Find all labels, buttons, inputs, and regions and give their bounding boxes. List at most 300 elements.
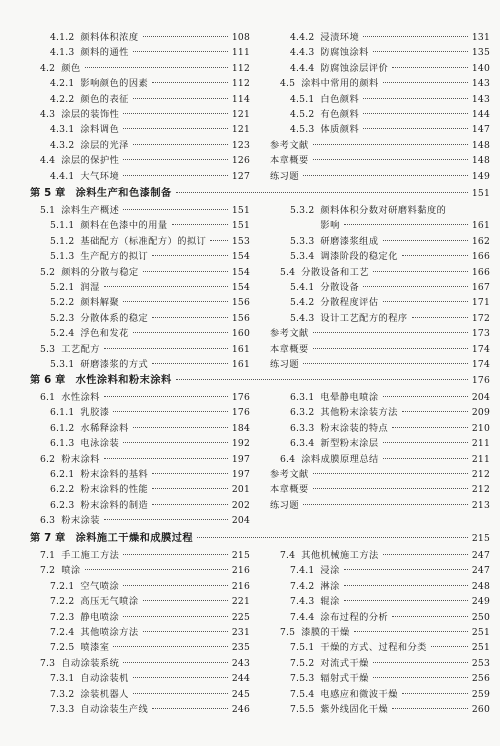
section-number: 6.3.2 [290,407,315,419]
dot-leader [402,411,468,412]
section-number: 6.2.2 [50,484,75,496]
section-title: 其他机械施工方法 [301,550,379,561]
toc-entry[interactable] [270,594,490,609]
toc-column-right [260,30,490,184]
page-number: 216 [231,565,250,577]
section-number: 4.4 [40,155,56,167]
section-title: 分散体系的稳定 [80,312,149,324]
toc-entry[interactable] [30,45,250,60]
section-number: 4.1.3 [50,47,75,59]
page-number: 151 [231,205,250,216]
page-number: 154 [231,281,250,293]
section-number: 5.3 [40,343,56,355]
section-number: 4.2.1 [50,78,75,90]
dot-leader [104,396,228,397]
page-number: 162 [471,235,490,247]
toc-entry[interactable] [270,30,490,45]
page-number: 127 [231,170,250,182]
toc-entry[interactable] [270,357,490,372]
toc-entry[interactable] [30,169,250,184]
chapter-page: 215 [471,533,490,544]
section-number: 4.3.1 [50,124,75,136]
toc-entry[interactable] [30,656,250,671]
section-title: 辊涂 [320,596,340,608]
page-number: 248 [471,580,490,592]
dot-leader [392,67,468,68]
toc-entry[interactable] [30,61,250,76]
dot-leader [313,332,468,333]
toc-entry[interactable] [30,122,250,137]
chapter-heading[interactable] [30,530,490,548]
section-number: 7.4.1 [290,565,315,577]
toc-entry[interactable] [270,548,490,563]
section-title: 浸渍环境 [320,32,360,43]
section-title: 体质颜料 [320,124,360,136]
toc-entry[interactable] [270,61,490,76]
section-number: 4.3.2 [50,139,75,151]
toc-entry[interactable] [270,390,490,405]
toc-entry[interactable] [270,452,490,467]
toc-entry[interactable] [270,280,490,295]
section-number: 6.3 [40,515,56,527]
toc-entry[interactable] [270,671,490,686]
toc-entry[interactable] [30,579,250,594]
dot-leader [123,159,228,160]
section-number: 4.5.1 [290,93,315,105]
page-number: 161 [231,358,250,370]
toc-entry[interactable] [270,326,490,341]
dot-leader [383,442,468,443]
toc-column-left [30,30,260,184]
section-title: 参考文献 [270,468,309,480]
section-title: 水稀释涂料 [80,422,129,434]
section-title: 涂层的保护性 [61,155,120,167]
toc-entry[interactable] [270,249,490,264]
dot-leader [176,192,468,193]
page-number: 243 [231,657,250,669]
section-title: 涂料中常用的颜料 [301,78,379,90]
dot-leader [412,317,468,318]
chapter-heading[interactable] [30,185,490,203]
section-title: 颜料的通性 [80,47,129,59]
section-number: 4.5.2 [290,108,315,120]
toc-entry[interactable] [30,640,250,655]
dot-leader [133,677,228,678]
toc-entry[interactable] [30,357,250,372]
section-title: 影响 [320,220,340,232]
dot-leader [373,677,468,678]
toc-entry[interactable] [270,153,490,168]
page-number: 126 [231,155,250,167]
toc-entry[interactable] [30,203,250,218]
section-number: 5.1.2 [50,235,75,247]
section-number: 7.3.1 [50,673,75,685]
section-number: 7.3.3 [50,703,75,715]
section-title: 防腐蚀涂料 [320,47,369,59]
dot-leader [104,286,228,287]
toc-entry[interactable] [30,594,250,609]
toc-entry[interactable] [30,610,250,625]
dot-leader [152,708,228,709]
toc-entry[interactable] [30,405,250,420]
page-number: 166 [471,266,490,278]
section-number: 5.2.3 [50,312,75,324]
page-number: 171 [471,297,490,309]
section-number: 4.4.4 [290,62,315,74]
toc-entry[interactable] [270,640,490,655]
toc-entry[interactable] [30,452,250,467]
dot-leader [152,473,228,474]
dot-leader [123,662,228,663]
dot-leader [133,98,228,99]
section-number: 6.3.3 [290,422,315,434]
dot-leader [152,317,228,318]
section-title: 涂料生产概述 [61,205,120,216]
dot-leader [383,458,468,459]
section-title: 研磨漆浆的方式 [80,358,149,370]
section-number: 5.4.2 [290,297,315,309]
section-title: 分散程度评估 [320,297,379,309]
page-number: 176 [231,392,250,403]
dot-leader [313,473,468,474]
toc-entry[interactable] [270,656,490,671]
page-number: 244 [231,673,250,685]
page-number: 153 [231,235,250,247]
toc-entry[interactable] [30,76,250,91]
dot-leader [383,554,468,555]
dot-leader [344,585,468,586]
section-title: 涂层的光泽 [80,139,129,151]
section-number: 4.5.3 [290,124,315,136]
dot-leader [123,442,228,443]
section-title: 颜色的表征 [80,93,129,105]
section-number: 7.4.4 [290,611,315,623]
toc-entry[interactable] [30,482,250,497]
toc-column-left [30,203,260,372]
section-title: 颜料体积浓度 [80,32,139,43]
section-number: 6.1.3 [50,438,75,450]
section-title: 自动涂装生产线 [80,703,149,715]
page-number: 172 [471,312,490,324]
toc-entry[interactable] [270,311,490,326]
page-number: 245 [231,688,250,700]
toc-entry[interactable] [270,122,490,137]
dot-leader [123,209,228,210]
section-number: 5.3.2 [290,205,315,216]
toc-entry[interactable] [270,436,490,451]
page-number: 204 [231,515,250,527]
dot-leader [123,175,228,176]
dot-leader [123,585,228,586]
toc-entry[interactable] [270,138,490,153]
toc-entry[interactable] [30,138,250,153]
page-number: 259 [471,688,490,700]
section-title: 颜料体积分数对研磨料黏度的 [320,205,447,216]
toc-entry[interactable] [30,498,250,513]
toc-entry[interactable] [270,234,490,249]
toc-column-right [260,548,490,717]
toc-entry[interactable] [270,76,490,91]
section-title: 颜色 [61,62,81,74]
page-number: 121 [231,108,250,120]
page-number: 143 [471,78,490,90]
section-title: 有色颜料 [320,108,360,120]
toc-entry[interactable] [270,107,490,122]
toc-column-left [30,548,260,717]
section-number: 6.2.3 [50,499,75,511]
toc-entry[interactable] [30,92,250,107]
dot-leader [85,67,228,68]
toc-entry[interactable] [270,702,490,717]
page-number: 114 [231,93,250,105]
section-title: 对流式干燥 [320,657,369,669]
page-number: 161 [471,220,490,232]
toc-entry[interactable] [270,203,490,218]
section-title: 工艺配方 [61,343,100,355]
section-number: 5.2.2 [50,297,75,309]
section-title: 本章概要 [270,484,309,496]
dot-leader [133,427,228,428]
dot-leader [133,144,228,145]
toc-column-right [260,203,490,372]
page-number: 147 [471,124,490,136]
page-number: 260 [471,703,490,715]
section-number: 6.3.4 [290,438,315,450]
dot-leader [152,488,228,489]
dot-leader [431,646,468,647]
dot-leader [104,348,228,349]
dot-leader [133,332,228,333]
toc-entry[interactable] [270,482,490,497]
toc-entry[interactable] [30,218,250,233]
toc-entry[interactable] [30,326,250,341]
toc-section-chapter-5 [30,185,490,372]
toc-entry[interactable] [270,687,490,702]
toc-entry[interactable] [270,467,490,482]
section-title: 新型粉末涂层 [320,438,379,450]
dot-leader [383,82,468,83]
section-title: 手工施工方法 [61,550,120,561]
section-number: 7.2.1 [50,580,75,592]
page-number: 184 [231,422,250,434]
toc-entry[interactable] [270,498,490,513]
section-number: 4.1.2 [50,32,75,43]
dot-leader [402,255,468,256]
section-title: 浮色和发花 [80,328,129,340]
section-number: 5.2.4 [50,328,75,340]
page-number: 201 [231,484,250,496]
page-number: 231 [231,626,250,638]
section-title: 紫外线固化干燥 [320,703,389,715]
section-number: 7.4.3 [290,596,315,608]
section-title: 大气环境 [80,170,120,182]
toc-column-right [260,390,490,529]
section-title: 本章概要 [270,155,309,167]
section-title: 电泳涂装 [80,438,120,450]
dot-leader [143,271,228,272]
page-number: 211 [471,438,490,450]
section-number: 4.5 [280,78,296,90]
page-number: 215 [231,550,250,561]
page-number: 148 [471,139,490,151]
page-number: 251 [471,626,490,638]
section-number: 5.3.3 [290,235,315,247]
dot-leader [344,569,468,570]
page-number: 211 [471,453,490,465]
toc-entry[interactable] [270,563,490,578]
page-number: 197 [231,468,250,480]
section-title: 涂布过程的分析 [320,611,389,623]
toc-entry[interactable] [30,467,250,482]
section-title: 参考文献 [270,328,309,340]
section-title: 本章概要 [270,343,309,355]
dot-leader [113,646,227,647]
toc-entry[interactable] [30,436,250,451]
section-number: 4.2.2 [50,93,75,105]
toc-entry[interactable] [30,280,250,295]
toc-entry[interactable] [270,92,490,107]
page-number: 247 [471,565,490,577]
toc-entry[interactable] [30,311,250,326]
dot-leader [383,396,468,397]
page-number: 112 [231,62,250,74]
section-title: 水性涂料 [61,392,100,403]
toc-entry[interactable] [30,153,250,168]
page-number: 212 [471,484,490,496]
section-number: 5.3.1 [50,358,75,370]
section-title: 高压无气喷涂 [80,596,139,608]
toc-entry[interactable] [30,687,250,702]
section-title: 粉末涂料的制造 [80,499,149,511]
section-title: 练习题 [270,170,300,182]
toc-entry[interactable] [30,295,250,310]
dot-leader [303,363,468,364]
section-number: 4.4.3 [290,47,315,59]
section-title: 干燥的方式、过程和分类 [320,642,427,654]
toc-entry[interactable] [270,579,490,594]
page-number: 112 [231,78,250,90]
section-number: 4.4.1 [50,170,75,182]
toc-entry[interactable] [30,265,250,280]
dot-leader [303,175,468,176]
toc-entry[interactable] [270,169,490,184]
toc-entry[interactable] [270,295,490,310]
toc-entry[interactable] [30,234,250,249]
page-number: 135 [471,47,490,59]
section-title: 基础配方（标准配方）的拟订 [80,235,207,247]
section-title: 颜料的分散与稳定 [61,266,139,278]
page-number: 212 [471,468,490,480]
toc-entry[interactable] [270,218,490,233]
section-number: 7.5.2 [290,657,315,669]
page-number: 174 [471,343,490,355]
section-title: 分散设备 [320,281,360,293]
toc-entry[interactable] [30,107,250,122]
section-number: 6.4 [280,453,296,465]
toc-entry[interactable] [270,45,490,60]
dot-leader [303,504,468,505]
page-number: 151 [231,220,250,232]
page-number: 202 [231,499,250,511]
dot-leader [123,113,228,114]
page-number: 225 [231,611,250,623]
toc-entry[interactable] [270,342,490,357]
chapter-number: 第 5 章 [30,188,66,199]
toc-entry[interactable] [270,265,490,280]
dot-leader [373,662,468,663]
toc-entry[interactable] [30,342,250,357]
dot-leader [123,301,228,302]
page-number: 176 [231,407,250,419]
page-number: 166 [471,251,490,263]
dot-leader [373,271,468,272]
section-number: 6.3.1 [290,392,315,403]
toc-entry[interactable] [30,421,250,436]
dot-leader [363,128,468,129]
page-number: 156 [231,312,250,324]
page-number: 197 [231,453,250,465]
page-number: 247 [471,550,490,561]
dot-leader [392,427,468,428]
toc-entry[interactable] [30,671,250,686]
section-title: 调漆阶段的稳定化 [320,251,398,263]
section-number: 5.4 [280,266,296,278]
dot-leader [363,98,468,99]
toc-section-chapter-7 [30,530,490,717]
page-number: 154 [231,266,250,278]
page-number: 256 [471,673,490,685]
toc-entry[interactable] [270,421,490,436]
page-number: 173 [471,328,490,340]
toc-entry[interactable] [30,30,250,45]
chapter-title: 涂料施工干燥和成膜过程 [75,533,194,544]
toc-entry[interactable] [30,390,250,405]
toc-entry[interactable] [30,563,250,578]
section-number: 7.3.2 [50,688,75,700]
dot-leader [363,113,468,114]
section-title: 自动涂装机 [80,673,129,685]
toc-entry[interactable] [30,249,250,264]
toc-entry[interactable] [30,548,250,563]
dot-leader [172,224,228,225]
section-number: 5.1.1 [50,220,75,232]
dot-leader [313,488,468,489]
dot-leader [383,240,468,241]
page-number: 148 [471,155,490,167]
toc-entry[interactable] [270,610,490,625]
toc-entry[interactable] [30,625,250,640]
chapter-heading[interactable] [30,372,490,390]
section-number: 6.1.1 [50,407,75,419]
toc-entry[interactable] [270,405,490,420]
section-title: 喷涂 [61,565,81,577]
section-title: 其他喷涂方法 [80,626,139,638]
dot-leader [363,286,468,287]
toc-entry[interactable] [30,513,250,528]
toc-entry[interactable] [30,702,250,717]
toc-entry[interactable] [270,625,490,640]
page-number: 111 [231,47,250,59]
page-number: 144 [471,108,490,120]
page-number: 156 [231,297,250,309]
page-number: 204 [471,392,490,403]
section-title: 浸涂 [320,565,340,577]
chapter-page: 176 [471,375,490,386]
page-number: 251 [471,642,490,654]
section-title: 淋涂 [320,580,340,592]
section-number: 7.2 [40,565,56,577]
section-title: 辐射式干燥 [320,673,369,685]
